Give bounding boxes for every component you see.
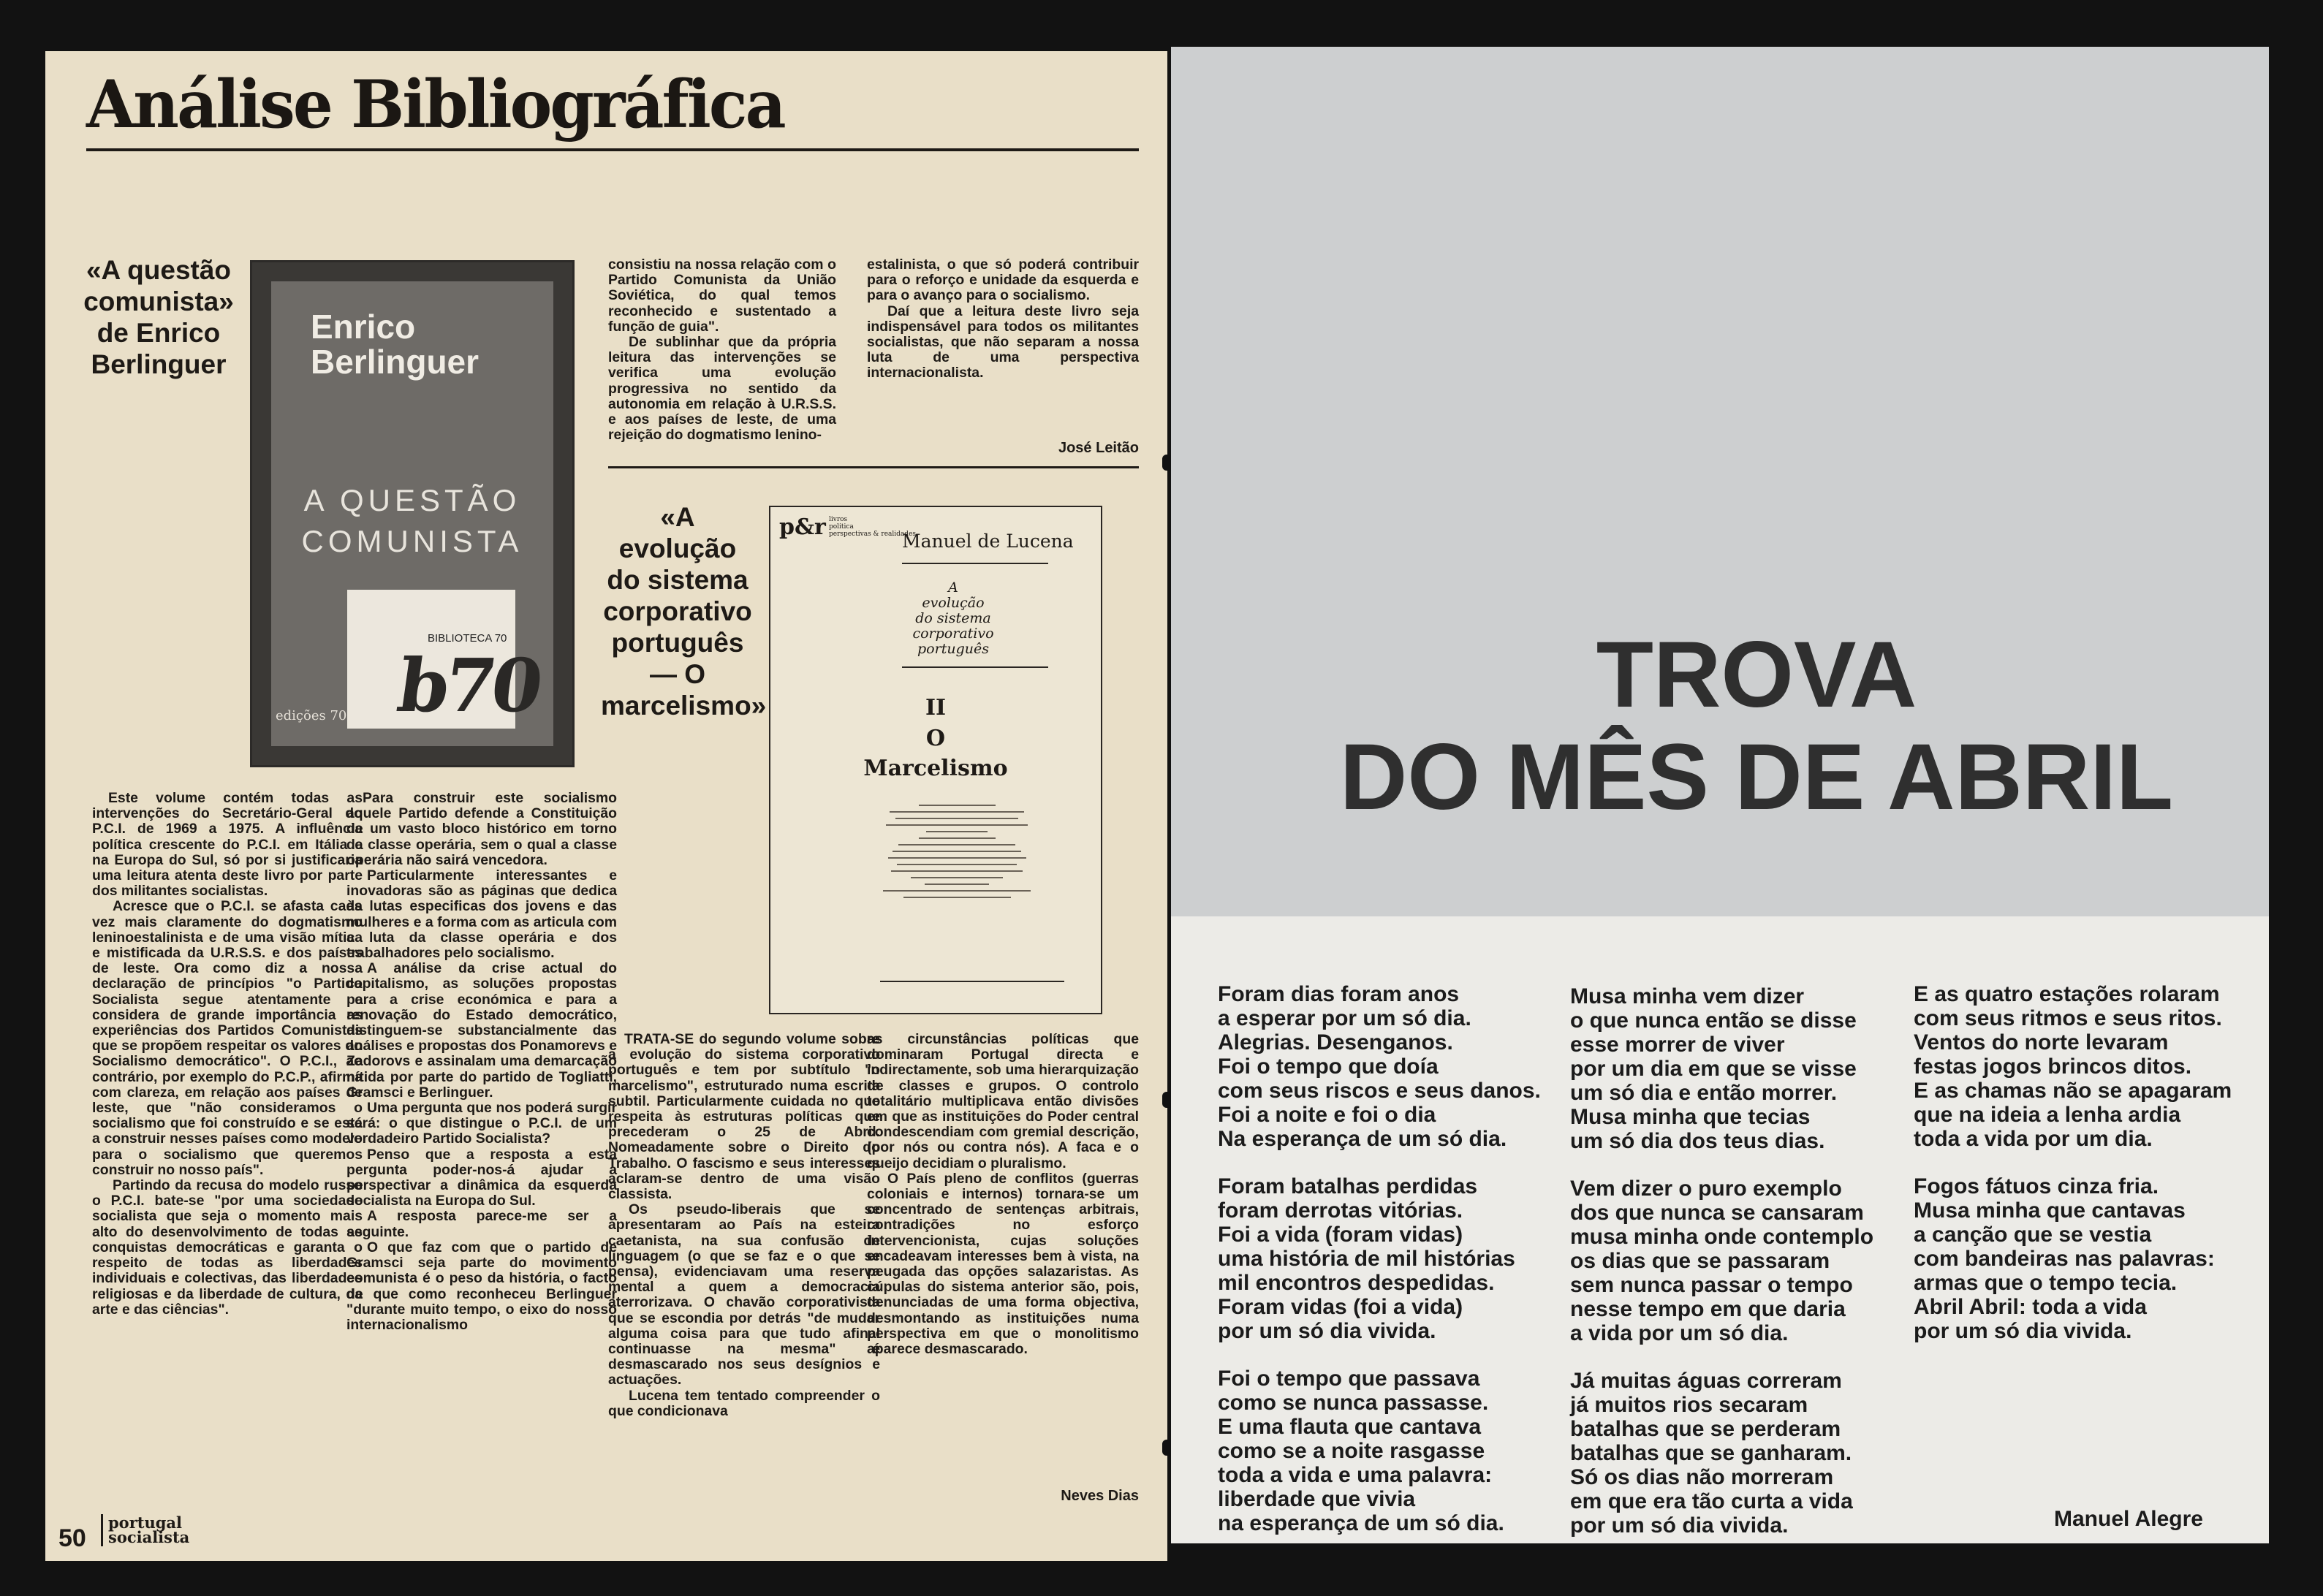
review2-column-2: as circunstâncias políticas que dominaram Portugal directa e indirectamente, sob uma hierarquização de classes e grupos. O controlo totalitário multiplicava então divisões em que as instituições do Poder central condescendiam com gremial descrição, (por nós ou contra nós). A faca e o queijo decidiam o pluralismo. O País pleno de conflitos (guerras coloniais e internos) tornara-se um concentrado de sentenças arbitrais, contradições no esforço intervencionista, cujas soluções encadeavam interesses bem à vista, na peugada das opções salazaristas. As cúpulas do sistema anterior são, pois, denunciadas de uma forma objectiva, desmontando as instituições numa perspectiva em que o monolitismo aparece desmascarado. <box>867 1031 1139 1358</box>
poem-signature: Manuel Alegre <box>2054 1507 2203 1531</box>
stanza: Musa minha vem dizer o que nunca então se disse esse morrer de viver por um dia em que se visse um só dia e então morrer. Musa minha que tecias um só dia dos teus dias. <box>1570 984 1857 1153</box>
stanza: Fogos fátuos cinza fria. Musa minha que cantavas a canção que se vestia com bandeiras nas palavras: armas que o tempo tecia. Abril Abril: toda a vida por um só dia vivida. <box>1914 1174 2215 1343</box>
review1-column-4: estalinista, o que só poderá contribuir para o reforço e unidade da esquerda e para o avanço para o socialismo. Daí que a leitura deste livro seja indispensável para todos os militantes socialistas, que não separam a nossa luta de uma perspectiva internacionalista. <box>867 256 1139 381</box>
series-text: livros politica perspectivas & realidades <box>829 516 917 538</box>
stanza: Já muitas águas correram já muitos rios secaram batalhas que se perderam batalhas que se ganharam. Só os dias não morreram em que era tão curta a vida por um só dia vivida. <box>1570 1369 1853 1538</box>
stanza: Vem dizer o puro exemplo dos que nunca se cansaram musa minha onde contemplo os dias que se passaram sem nunca passar o tempo nesse tempo em que daria a vida por um só dia. <box>1570 1177 1874 1345</box>
book-cover-evolucao <box>769 506 1102 1014</box>
cover-volume: II O <box>925 695 947 751</box>
stanza: Foi o tempo que passava como se nunca passasse. E uma flauta que cantava como se a noite rasgasse toda a vida e uma palavra: liberdade que vivia na esperança de um só dia. <box>1218 1367 1504 1535</box>
review2-heading: «A evolução do sistema corporativo português — O marcelismo» <box>601 502 767 721</box>
poem-column-3 <box>1914 982 2232 1367</box>
masthead-rule <box>86 148 1139 151</box>
right-page <box>1171 47 2269 1543</box>
cover-rule <box>880 981 1064 982</box>
masthead: Análise Bibliográfica <box>86 66 784 143</box>
poem-column-1 <box>1218 982 1541 1559</box>
cover-fine-print <box>880 799 1034 903</box>
book-cover-questao-comunista <box>250 260 575 767</box>
review1-column-3: consistiu na nossa relação com o Partido Comunista da União Soviética, do qual temos reconhecido e sustentado a função de guia". De sublinhar que da própria leitura das intervenções se verifica uma evolução progressiva no sentido da autonomia em relação à U.R.S.S. e aos países de leste, de uma rejeição do dogmatismo lenino- <box>608 256 836 444</box>
series-logo: p&r <box>779 514 826 540</box>
cover-subtitle: Marcelismo <box>863 756 1008 781</box>
poem-column-2 <box>1570 984 1873 1561</box>
cover-rule <box>902 666 1048 668</box>
review1-column-2: Para construir este socialismo aquele Partido defende a Constituição de um vasto bloco histórico em torno da classe operária, sem o qual a classe operária não sairá vencedora. Particularmente interessantes e inovadoras são as páginas que dedica às lutas especificas dos jovens e das mulheres e a forma com as articula com a luta da classe operária e dos trabalhadores pelo socialismo. A análise da crise actual do capitalismo, as soluções propostas para a crise económica e para a renovação do Estado democrático, distinguem-se substancialmente das análises e propostas dos Ponamorevs e Zadorovs e assinalam uma demarcação nítida por parte do partido de Togliatti, Gramsci e Berlinguer. Uma pergunta que nos poderá surgir será: o que distingue o P.C.I. de um verdadeiro Partido Socialista? Penso que a resposta a esta pergunta poder-nos-á ajudar a perspectivar a dinâmica da esquerda socialista na Europa do Sul. A resposta parece-me ser a seguinte. O que faz com que o partido de Gramsci seja parte do movimento comunista é o peso da história, o facto de que como reconheceu Berlinguer "durante muito tempo, o eixo do nosso internacionalismo <box>346 790 617 1333</box>
footer-divider <box>101 1514 103 1546</box>
cover-series: BIBLIOTECA 70 <box>428 632 507 645</box>
review1-heading: «A questão comunista» de Enrico Berlinguer <box>83 255 234 379</box>
cover-author: Enrico Berlinguer <box>311 308 480 381</box>
review2-signature: Neves Dias <box>1061 1488 1139 1504</box>
cover-title: A QUESTÃO COMUNISTA <box>301 483 523 558</box>
cover-rule <box>902 563 1048 564</box>
page-number: 50 <box>58 1524 86 1552</box>
section-rule <box>608 466 1139 468</box>
left-page <box>45 51 1167 1561</box>
cover-publisher: edições 70 <box>276 708 347 723</box>
poem-title: TROVA DO MÊS DE ABRIL <box>1339 623 2174 829</box>
stanza: Foram batalhas perdidas foram derrotas vitórias. Foi a vida (foram vidas) uma história de mil histórias mil encontros despedidas. Foram vidas (foi a vida) por um só dia vivida. <box>1218 1174 1515 1343</box>
cover-title: A evolução do sistema corporativo português <box>912 580 994 657</box>
review1-column-1: Este volume contém todas as intervenções do Secretário-Geral do P.C.I. de 1969 a 1975. A influência política crescente do P.C.I. em Itália e na Europa do Sul, só por si justificaria uma leitura atenta deste livro por parte dos militantes socialistas. Acresce que o P.C.I. se afasta cada vez mais claramente do dogmatismo leninoestalinista e de uma visão mítica e mistificada da U.R.S.S. e dos países de leste. Ora como diz a nossa declaração de princípios "o Partido Socialista segue atentamente e considera de grande importância as experiências dos Partidos Comunistas que se propõem respeitar os valores do Socialismo democrático". O P.C.I., ao contrário, por exemplo do P.C.P., afirma com clareza, em relação aos países de leste, que "não consideramos o socialismo que foi construído e se está a construir nesses países como modelo para o socialismo que queremos construir no nosso país". Partindo da recusa do modelo russo o P.C.I. bate-se "por uma sociedade socialista que seja o momento mais alto do desenvolvimento de todas as conquistas democráticas e garanta o respeito de todas as liberdades individuais e colectivas, das liberdades religiosas e da liberdade de cultura, da arte e das ciências". <box>92 790 363 1318</box>
footer-logo: portugal socialista <box>108 1513 190 1546</box>
cover-author: Manuel de Lucena <box>902 531 1074 552</box>
stanza: E as quatro estações rolaram com seus ritmos e seus ritos. Ventos do norte levaram festas jogos brincos ditos. E as chamas não se apagaram que na ideia a lenha ardia toda a vida por um dia. <box>1914 982 2232 1151</box>
stanza: Foram dias foram anos a esperar por um só dia. Alegrias. Desenganos. Foi o tempo que doía com seus riscos e seus danos. Foi a noite e foi o dia Na esperança de um só dia. <box>1218 982 1541 1151</box>
review1-signature: José Leitão <box>1058 440 1139 456</box>
publisher-logo: b70 <box>392 642 545 729</box>
review2-column-1: TRATA-SE do segundo volume sobre a evolução do sistema corporativo português e tem por subtítulo "o marcelismo", estruturado numa escrita subtil. Particularmente cuidada no que respeita às estruturas políticas que precederam o 25 de Abril. Nomeadamente sobre o Direito do Trabalho. O fascismo e seus interesses aclaram-se dentro de uma visão classista. Os pseudo-liberais que se apresentaram ao País na esteira caetanista, na sua confusão de linguagem (o que se faz e o que se pensa), evidenciavam uma reserva mental a quem a democracia aterrorizava. O chavão corporativista que se escondia por detrás "de mudar alguma coisa para que tudo afinal continuasse na mesma" é desmascarado nos seus desígnios e actuações. Lucena tem tentado compreender o que condicionava <box>608 1031 880 1419</box>
